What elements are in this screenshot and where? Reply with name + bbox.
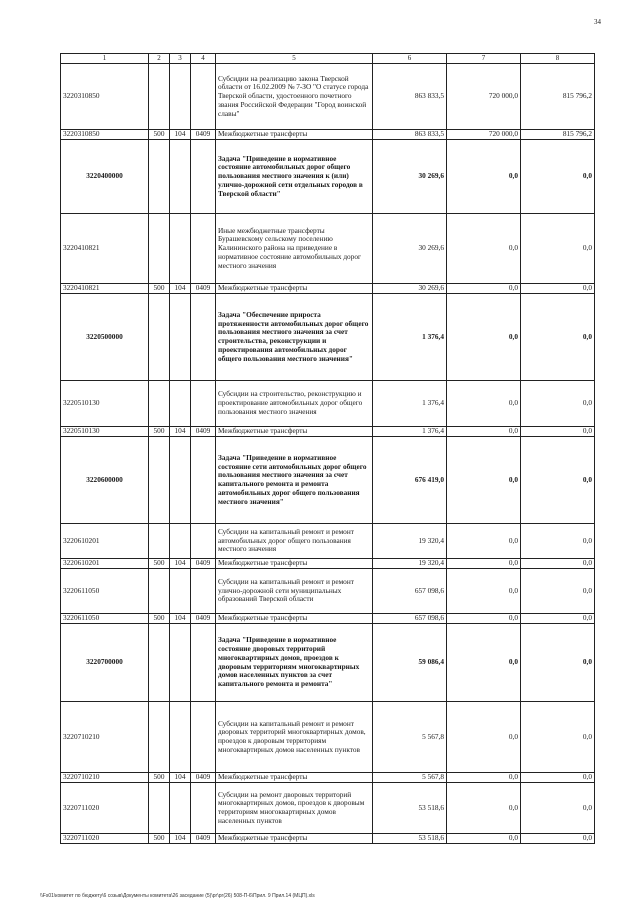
row-value-col6: 676 419,0	[373, 437, 447, 524]
row-code: 3220711020	[61, 783, 149, 834]
subsidy-row	[61, 214, 595, 284]
row-name: Задача "Обеспечение прироста протяженности автомобильных дорог общего пользования местного значения за счет строительства, реконструкции и проектирования автомобильных дорог общего пользования местного значения"	[216, 294, 373, 381]
subsidy-row	[61, 783, 595, 834]
row-value-col6: 5 567,8	[373, 702, 447, 773]
footer-file-path: \\Fs01\комитет по бюджету\6 созыв\Документы комитета\26 заседание (5)\рг\рг(26) 508-П-6\Прил. 9 Прил.14 (МЦП).xls	[40, 893, 315, 899]
row-department	[170, 702, 191, 773]
header-row	[61, 54, 595, 64]
row-expense-type	[149, 437, 170, 524]
row-value-col8: 0,0	[521, 214, 595, 284]
row-code: 3220310850	[61, 130, 149, 140]
header-col-7: 7	[447, 54, 521, 64]
row-code: 3220410821	[61, 284, 149, 294]
row-value-col7: 0,0	[447, 214, 521, 284]
row-expense-type	[149, 524, 170, 559]
row-code: 3220310850	[61, 64, 149, 130]
header-col-2: 2	[149, 54, 170, 64]
row-expense-type	[149, 64, 170, 130]
row-code: 3220510130	[61, 427, 149, 437]
row-value-col8: 0,0	[521, 140, 595, 214]
row-name: Задача "Приведение в нормативное состояние дворовых территорий многоквартирных домов, проездов к дворовым территориям многоквартирных домов населенных пунктов за счет капитального ремонта и ремонта"	[216, 624, 373, 702]
task-row	[61, 140, 595, 214]
row-value-col7: 720 000,0	[447, 130, 521, 140]
row-department	[170, 783, 191, 834]
row-value-col8: 0,0	[521, 702, 595, 773]
row-name: Субсидии на капитальный ремонт и ремонт улично-дорожной сети муниципальных образований Тверской области	[216, 569, 373, 614]
subsidy-row	[61, 64, 595, 130]
row-expense-type	[149, 783, 170, 834]
row-code: 3220700000	[61, 624, 149, 702]
row-name: Межбюджетные трансферты	[216, 284, 373, 294]
row-expense-type	[149, 624, 170, 702]
row-name: Субсидии на ремонт дворовых территорий многоквартирных домов, проездов к дворовым территориям многоквартирных домов населенных пунктов	[216, 783, 373, 834]
row-value-col7: 0,0	[447, 624, 521, 702]
transfer-row	[61, 559, 595, 569]
row-value-col6: 1 376,4	[373, 294, 447, 381]
header-col-3: 3	[170, 54, 191, 64]
row-code: 3220611050	[61, 569, 149, 614]
row-value-col7: 0,0	[447, 381, 521, 427]
row-expense-type	[149, 381, 170, 427]
row-name: Межбюджетные трансферты	[216, 427, 373, 437]
row-name: Иные межбюджетные трансферты Бурашевскому сельскому поселению Калининского района на приведение в нормативное состояние автомобильных дорог местного значения	[216, 214, 373, 284]
row-name: Субсидии на капитальный ремонт и ремонт автомобильных дорог общего пользования местного значения	[216, 524, 373, 559]
row-department	[170, 569, 191, 614]
row-value-col8: 0,0	[521, 559, 595, 569]
row-department	[170, 381, 191, 427]
row-expense-type	[149, 569, 170, 614]
row-code: 3220510130	[61, 381, 149, 427]
row-value-col6: 30 269,6	[373, 284, 447, 294]
transfer-row	[61, 130, 595, 140]
row-section: 0409	[191, 773, 216, 783]
row-section	[191, 64, 216, 130]
row-code: 3220610201	[61, 559, 149, 569]
row-name: Задача "Приведение в нормативное состояние автомобильных дорог общего пользования местного значения к (или) улично-дорожной сети отдельных городов в Тверской области"	[216, 140, 373, 214]
row-section	[191, 624, 216, 702]
row-value-col6: 1 376,4	[373, 381, 447, 427]
row-expense-type	[149, 294, 170, 381]
row-value-col6: 1 376,4	[373, 427, 447, 437]
row-section	[191, 702, 216, 773]
row-department: 104	[170, 427, 191, 437]
header-col-4: 4	[191, 54, 216, 64]
row-section: 0409	[191, 284, 216, 294]
budget-table	[60, 53, 595, 844]
row-value-col7: 0,0	[447, 614, 521, 624]
row-department: 104	[170, 614, 191, 624]
header-col-8: 8	[521, 54, 595, 64]
row-value-col8: 0,0	[521, 783, 595, 834]
row-section	[191, 569, 216, 614]
row-department: 104	[170, 559, 191, 569]
scan-artifact	[160, 0, 520, 4]
row-section	[191, 437, 216, 524]
table-body	[61, 64, 595, 844]
row-value-col8: 0,0	[521, 427, 595, 437]
row-section	[191, 524, 216, 559]
row-value-col6: 19 320,4	[373, 524, 447, 559]
row-code: 3220611050	[61, 614, 149, 624]
row-expense-type	[149, 140, 170, 214]
row-department	[170, 524, 191, 559]
row-value-col7: 0,0	[447, 140, 521, 214]
row-value-col7: 0,0	[447, 783, 521, 834]
row-value-col7: 0,0	[447, 524, 521, 559]
row-code: 3220500000	[61, 294, 149, 381]
row-expense-type: 500	[149, 130, 170, 140]
row-department	[170, 624, 191, 702]
row-name: Межбюджетные трансферты	[216, 614, 373, 624]
transfer-row	[61, 614, 595, 624]
subsidy-row	[61, 381, 595, 427]
transfer-row	[61, 427, 595, 437]
row-value-col6: 863 833,5	[373, 64, 447, 130]
row-value-col7: 0,0	[447, 437, 521, 524]
row-expense-type: 500	[149, 834, 170, 844]
subsidy-row	[61, 569, 595, 614]
row-department	[170, 64, 191, 130]
row-value-col8: 0,0	[521, 437, 595, 524]
transfer-row	[61, 834, 595, 844]
row-section	[191, 783, 216, 834]
row-value-col8: 0,0	[521, 381, 595, 427]
row-section	[191, 140, 216, 214]
row-value-col7: 0,0	[447, 569, 521, 614]
row-department: 104	[170, 130, 191, 140]
header-col-1: 1	[61, 54, 149, 64]
row-department	[170, 437, 191, 524]
row-value-col6: 53 518,6	[373, 783, 447, 834]
row-code: 3220600000	[61, 437, 149, 524]
row-value-col6: 19 320,4	[373, 559, 447, 569]
row-value-col8: 0,0	[521, 624, 595, 702]
task-row	[61, 437, 595, 524]
row-name: Субсидии на реализацию закона Тверской области от 16.02.2009 № 7-ЗО "О статусе города Тверской области, удостоенного почетного звания Российской Федерации "Город воинской славы"	[216, 64, 373, 130]
row-expense-type	[149, 214, 170, 284]
subsidy-row	[61, 524, 595, 559]
row-code: 3220400000	[61, 140, 149, 214]
row-value-col7: 0,0	[447, 284, 521, 294]
row-name: Межбюджетные трансферты	[216, 773, 373, 783]
row-expense-type: 500	[149, 773, 170, 783]
transfer-row	[61, 773, 595, 783]
row-value-col8: 815 796,2	[521, 130, 595, 140]
subsidy-row	[61, 702, 595, 773]
row-value-col8: 0,0	[521, 284, 595, 294]
row-expense-type	[149, 702, 170, 773]
page-number: 34	[594, 18, 601, 26]
row-name: Задача "Приведение в нормативное состояние сети автомобильных дорог общего пользования местного значения за счет капитального ремонта и ремонта автомобильных дорог общего пользования местного значения"	[216, 437, 373, 524]
row-value-col6: 59 086,4	[373, 624, 447, 702]
row-name: Межбюджетные трансферты	[216, 834, 373, 844]
header-col-6: 6	[373, 54, 447, 64]
transfer-row	[61, 284, 595, 294]
task-row	[61, 294, 595, 381]
row-value-col7: 720 000,0	[447, 64, 521, 130]
row-name: Межбюджетные трансферты	[216, 559, 373, 569]
row-code: 3220711020	[61, 834, 149, 844]
row-department: 104	[170, 834, 191, 844]
row-section	[191, 214, 216, 284]
row-expense-type: 500	[149, 284, 170, 294]
row-department: 104	[170, 284, 191, 294]
row-section	[191, 381, 216, 427]
row-value-col8: 0,0	[521, 294, 595, 381]
row-expense-type: 500	[149, 614, 170, 624]
row-value-col8: 0,0	[521, 773, 595, 783]
row-section: 0409	[191, 614, 216, 624]
row-value-col7: 0,0	[447, 834, 521, 844]
row-section: 0409	[191, 130, 216, 140]
row-value-col6: 30 269,6	[373, 214, 447, 284]
row-value-col7: 0,0	[447, 773, 521, 783]
row-department	[170, 214, 191, 284]
row-section: 0409	[191, 834, 216, 844]
row-name: Субсидии на строительство, реконструкцию и проектирование автомобильных дорог общего пользования местного значения	[216, 381, 373, 427]
row-expense-type: 500	[149, 559, 170, 569]
row-value-col8: 0,0	[521, 614, 595, 624]
row-code: 3220710210	[61, 702, 149, 773]
row-value-col6: 30 269,6	[373, 140, 447, 214]
row-section: 0409	[191, 559, 216, 569]
row-value-col7: 0,0	[447, 427, 521, 437]
row-name: Межбюджетные трансферты	[216, 130, 373, 140]
header-col-5: 5	[216, 54, 373, 64]
task-row	[61, 624, 595, 702]
row-code: 3220710210	[61, 773, 149, 783]
row-value-col7: 0,0	[447, 702, 521, 773]
row-department: 104	[170, 773, 191, 783]
row-value-col6: 53 518,6	[373, 834, 447, 844]
row-value-col7: 0,0	[447, 294, 521, 381]
row-department	[170, 294, 191, 381]
row-value-col8: 0,0	[521, 834, 595, 844]
row-name: Субсидии на капитальный ремонт и ремонт дворовых территорий многоквартирных домов, проездов к дворовым территориям многоквартирных домов населенных пунктов	[216, 702, 373, 773]
row-value-col8: 0,0	[521, 524, 595, 559]
row-department	[170, 140, 191, 214]
row-value-col7: 0,0	[447, 559, 521, 569]
row-expense-type: 500	[149, 427, 170, 437]
row-value-col6: 5 567,8	[373, 773, 447, 783]
row-value-col6: 657 098,6	[373, 569, 447, 614]
row-value-col6: 863 833,5	[373, 130, 447, 140]
row-section: 0409	[191, 427, 216, 437]
row-value-col8: 0,0	[521, 569, 595, 614]
row-code: 3220410821	[61, 214, 149, 284]
row-section	[191, 294, 216, 381]
row-code: 3220610201	[61, 524, 149, 559]
row-value-col6: 657 098,6	[373, 614, 447, 624]
row-value-col8: 815 796,2	[521, 64, 595, 130]
